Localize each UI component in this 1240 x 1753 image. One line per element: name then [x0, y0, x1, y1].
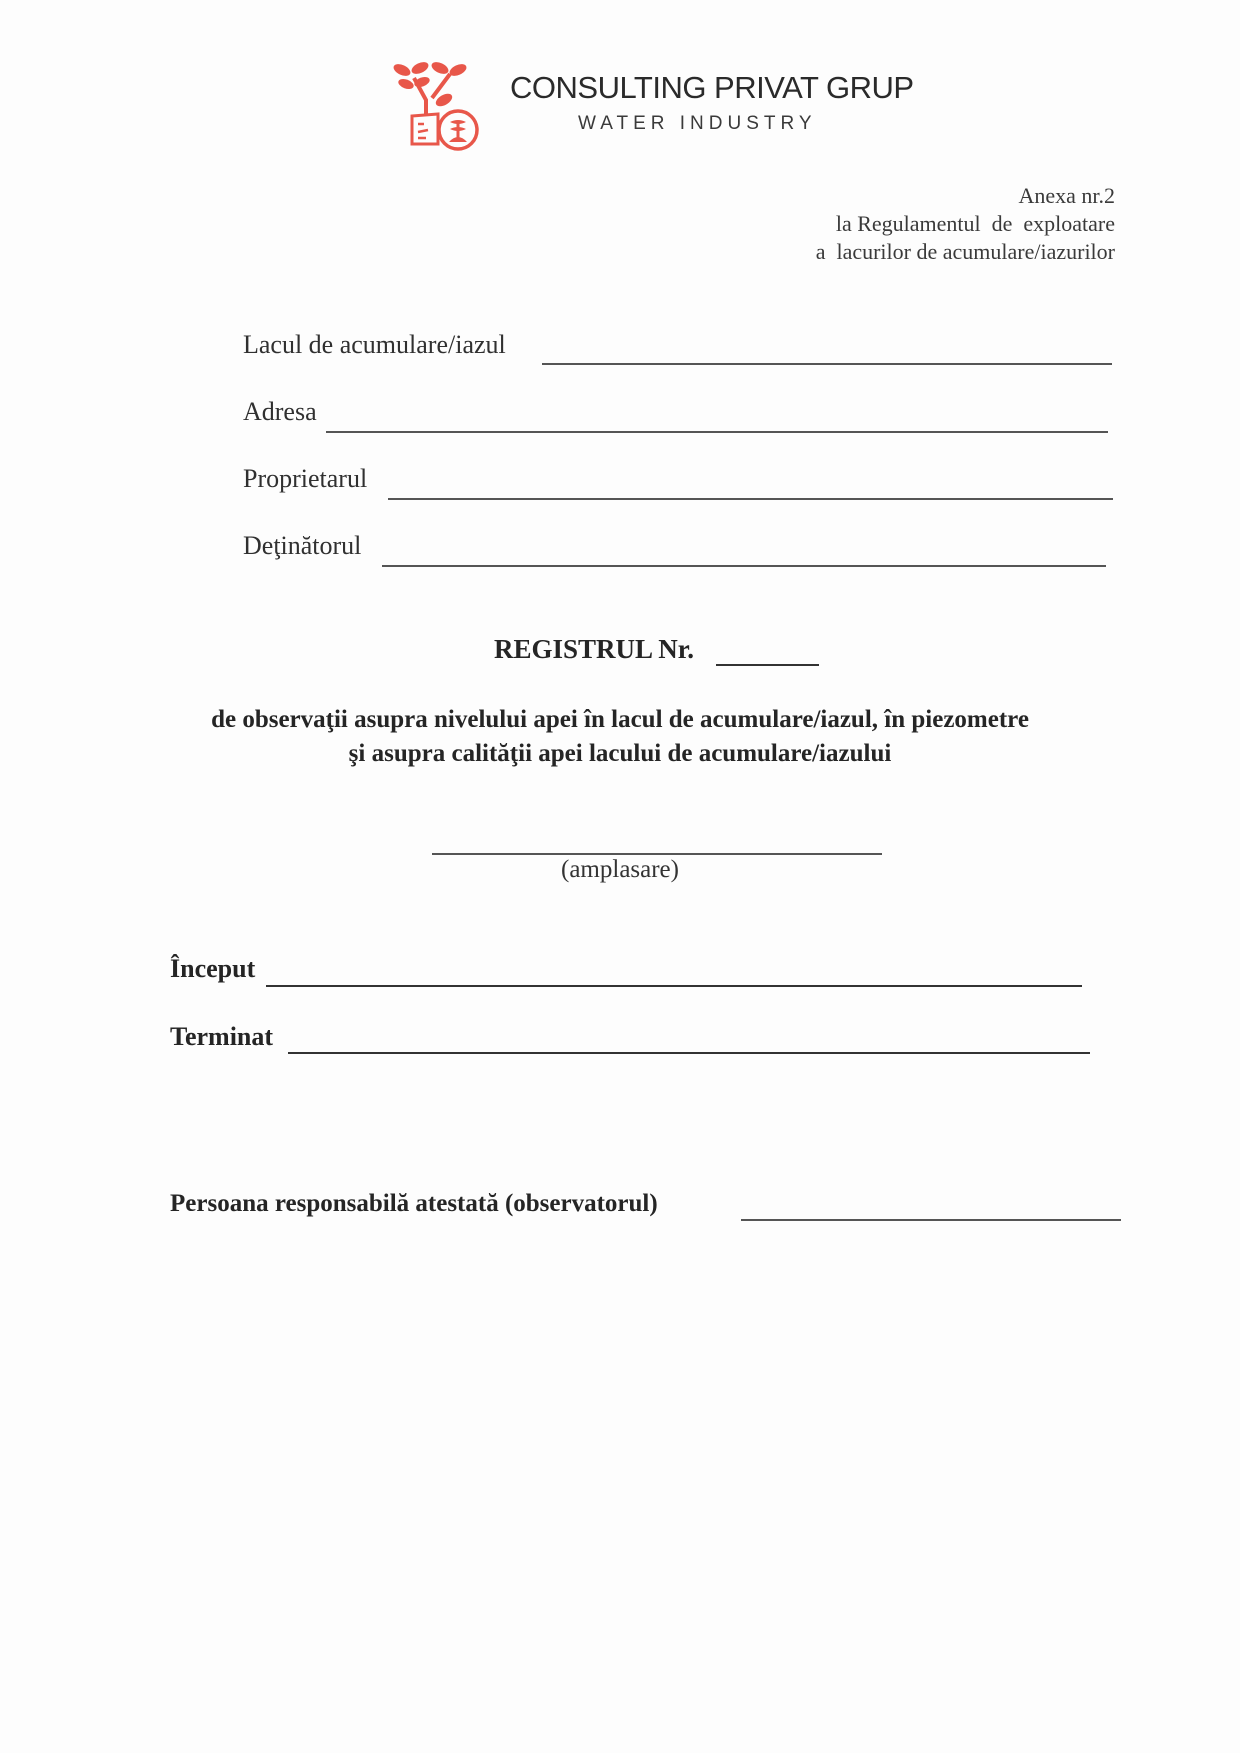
company-name: CONSULTING PRIVAT GRUP	[510, 70, 914, 105]
company-logo	[392, 60, 484, 154]
register-number-input[interactable]	[716, 664, 819, 666]
responsible-person-label: Persoana responsabilă atestată (observatorul)	[170, 1190, 658, 1217]
start-date-input[interactable]	[266, 985, 1082, 987]
end-date-label: Terminat	[170, 1022, 274, 1051]
field-input-holder[interactable]	[382, 565, 1106, 567]
location-caption: (amplasare)	[561, 856, 679, 883]
annex-regulation-scope: a lacurilor de acumulare/iazurilor	[815, 239, 1115, 264]
field-label-address: Adresa	[243, 397, 317, 426]
field-label-holder: Deţinătorul	[243, 531, 362, 560]
field-label-owner: Proprietarul	[243, 464, 368, 493]
end-date-input[interactable]	[288, 1052, 1090, 1054]
start-date-label: Început	[170, 954, 256, 983]
annex-number: Anexa nr.2	[1018, 183, 1115, 208]
field-input-address[interactable]	[326, 431, 1108, 433]
field-input-owner[interactable]	[388, 498, 1113, 500]
register-title: REGISTRUL Nr.	[494, 634, 695, 664]
register-subtitle-line1: de observaţii asupra nivelului apei în lacul de acumulare/iazul, în piezometre	[211, 706, 1029, 733]
annex-regulation: la Regulamentul de exploatare	[835, 211, 1115, 236]
field-input-lake[interactable]	[542, 363, 1112, 365]
location-input[interactable]	[432, 853, 882, 855]
register-subtitle-line2: şi asupra calităţii apei lacului de acumulare/iazului	[348, 740, 892, 767]
field-label-lake: Lacul de acumulare/iazul	[243, 330, 506, 359]
plant-logo-icon	[392, 60, 484, 154]
company-tagline: WATER INDUSTRY	[578, 113, 817, 134]
responsible-person-input[interactable]	[741, 1219, 1121, 1221]
